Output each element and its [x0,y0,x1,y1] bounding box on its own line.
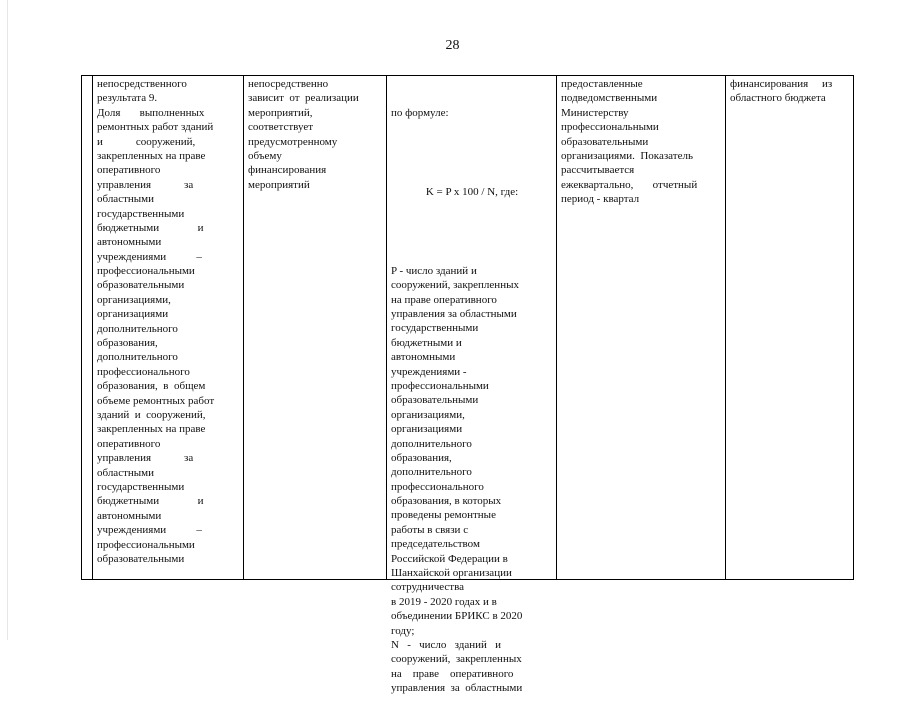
text-line: Министерству [561,106,629,119]
text-line: организациями, [97,293,171,306]
text-line: дополнительного [97,322,178,335]
text-line: профессиональными [561,121,659,134]
scan-edge [7,0,8,640]
text-line: областными [97,466,155,479]
text-line: в 2019 - 2020 годах и в [391,595,497,608]
text-line: N - число зданий и [391,639,502,651]
text-line: результата 9. [97,92,158,105]
text-line: дополнительного [391,466,472,479]
text-line: профессиональными [97,538,195,551]
text-line: организациями [97,308,169,321]
text-line: зданий и сооружений, [97,408,206,421]
text-line: образования, в которых [391,495,502,508]
text-line: рассчитывается [561,164,635,177]
text-line: государственными [391,322,479,335]
text-line: финансирования из [730,78,833,90]
text-line: работы в связи с [391,523,469,536]
column-divider [556,76,557,579]
column-divider [92,76,93,579]
text-line: управления за [97,178,194,191]
text-line: на праве оперативного [391,667,514,680]
text-line: Шанхайской организации [391,567,512,580]
formula-intro: по формуле: [391,106,449,119]
page-number: 28 [445,38,460,53]
text-line: закрепленных на праве [97,423,206,436]
cell-data-source [561,77,723,207]
text-line: автономными [391,351,456,364]
text-line: организациями [391,423,463,436]
column-divider [386,76,387,579]
text-line: учреждениями – [97,524,202,537]
text-line: профессиональными [97,265,195,278]
text-line: году; [391,624,415,637]
text-line: профессионального [97,365,190,378]
text-line: организациями, [391,408,465,421]
text-line: мероприятий [248,178,310,191]
text-line: образовательными [561,135,649,148]
text-line: на праве оперативного [391,293,497,306]
text-line: объему [248,149,282,162]
text-line: бюджетными и [97,495,204,508]
column-divider [243,76,244,579]
text-line: управления за [97,452,194,465]
text-line: дополнительного [97,351,178,364]
text-line: управления за областными [391,682,523,695]
text-line: сооружений, закрепленных [391,653,522,666]
text-line: образовательными [97,552,185,565]
text-line: бюджетными и [391,336,462,349]
text-line: зависит от реализации [248,92,359,105]
text-line: оперативного [97,164,161,177]
text-line: образования, [391,451,452,464]
text-line: предоставленные [561,78,643,90]
text-line: профессиональными [391,379,489,392]
text-line: учреждениями - [391,365,467,378]
text-line: автономными [97,509,162,522]
text-line: P - число зданий и [391,264,477,277]
text-line: предусмотренному [248,135,338,148]
text-line: автономными [97,236,162,249]
text-line: ежеквартально, отчетный [561,178,698,191]
text-line: проведены ремонтные [391,509,496,522]
text-line: период - квартал [561,193,640,206]
cell-funding [730,77,850,106]
text-line: подведомственными [561,92,658,105]
text-line: объединении БРИКС в 2020 [391,610,523,623]
text-line: образования, в общем [97,380,206,393]
text-line: государственными [97,480,185,493]
text-line: оперативного [97,437,161,450]
text-line: непосредственно [248,78,329,90]
text-line: областного бюджета [730,92,826,105]
text-line: дополнительного [391,437,472,450]
text-line: соответствует [248,121,314,134]
column-divider [725,76,726,579]
text-line: образовательными [97,279,185,292]
text-line: профессионального [391,480,484,493]
text-line: учреждениями – [97,250,202,263]
text-line: государственными [97,207,185,220]
text-line: председательством [391,538,480,551]
formula: K = P x 100 / N, где: [425,185,519,198]
text-line: и сооружений, [97,135,196,148]
text-line: закрепленных на праве [97,149,206,162]
text-line: мероприятий, [248,106,313,119]
cell-dependency [248,77,382,192]
text-line: ремонтных работ зданий [97,121,214,134]
text-line: образования, [97,337,158,350]
text-line: сооружений, закрепленных [391,279,519,292]
indicator-table [81,75,854,695]
text-line: организациями. Показатель [561,149,693,162]
text-line: образовательными [391,394,479,407]
text-line: непосредственного [97,78,187,90]
text-line: Доля выполненных [97,106,205,119]
text-line: финансирования [248,164,327,177]
text-line: областными [97,193,155,206]
text-line: Российской Федерации в [391,552,508,565]
text-line: управления за областными [391,308,517,321]
cell-formula [391,77,553,724]
cell-indicator-description [97,77,240,566]
text-line: сотрудничества [391,581,465,594]
text-line: объеме ремонтных работ [97,394,215,407]
text-line: бюджетными и [97,221,204,234]
